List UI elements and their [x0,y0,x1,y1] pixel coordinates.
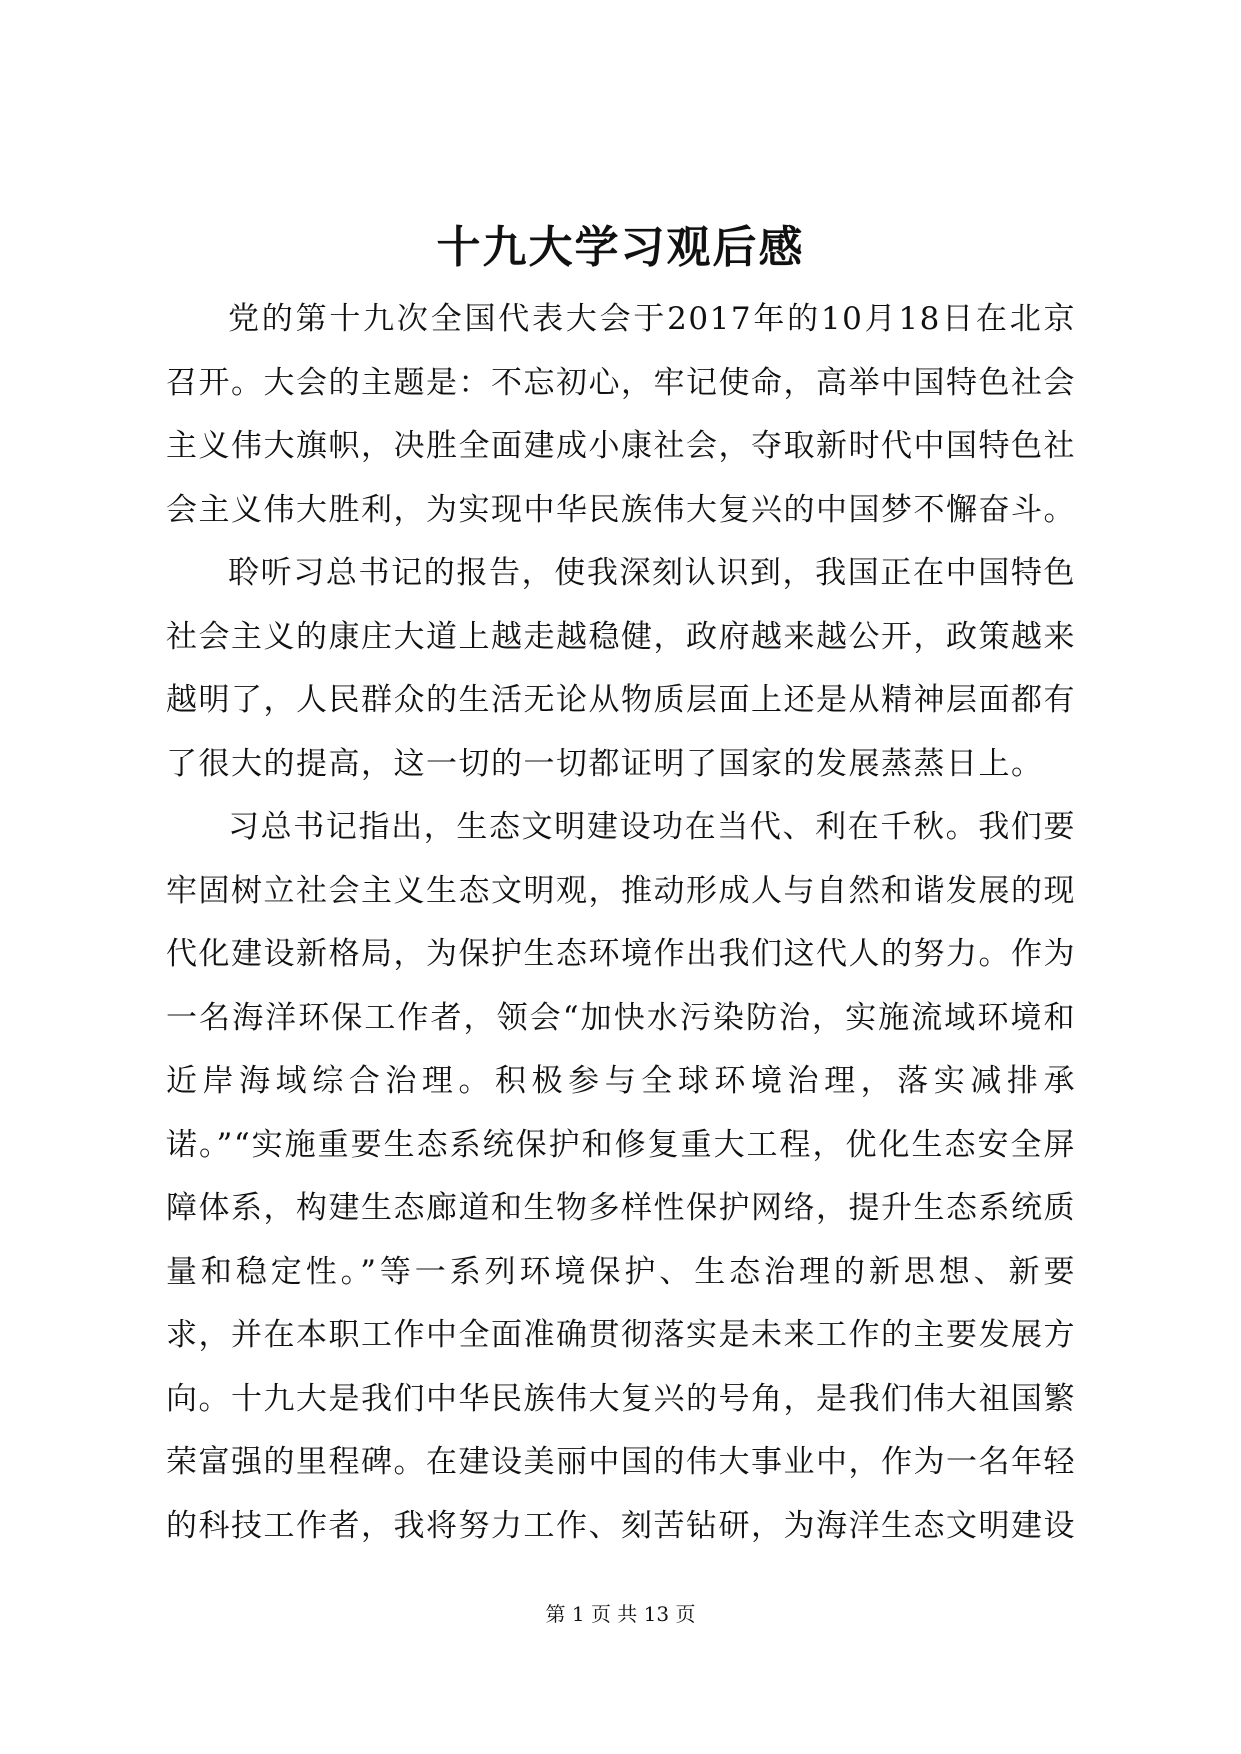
paragraph-2: 聆听习总书记的报告，使我深刻认识到，我国正在中国特色社会主义的康庄大道上越走越稳健，政府越来越公开，政策越来越明了，人民群众的生活无论从物质层面上还是从精神层面都有了很大的提高，这一切的一切都证明了国家的发展蒸蒸日上。 [166,555,1076,782]
page-footer: 第 1 页 共 13 页 [545,1602,696,1626]
paragraph-1: 党的第十九次全国代表大会于2017年的10月18日在北京召开。大会的主题是：不忘初心，牢记使命，高举中国特色社会主义伟大旗帜，决胜全面建成小康社会，夺取新时代中国特色社会主义伟大胜利，为实现中华民族伟大复兴的中国梦不懈奋斗。 [166,301,1076,528]
document-title: 十九大学习观后感 [436,222,805,273]
paragraph-3: 习总书记指出，生态文明建设功在当代、利在千秋。我们要牢固树立社会主义生态文明观，推动形成人与自然和谐发展的现代化建设新格局，为保护生态环境作出我们这代人的努力。作为一名海洋环保工作者，领会“加快水污染防治，实施流域环境和近岸海域综合治理。积极参与全球环境治理，落实减排承诺。”“实施重要生态系统保护和修复重大工程，优化生态安全屏障体系，构建生态廊道和生物多样性保护网络，提升生态系统质量和稳定性。”等一系列环境保护、生态治理的新思想、新要求，并在本职工作中全面准确贯彻落实是未来工作的主要发展方向。十九大是我们中华民族伟大复兴的号角，是我们伟大祖国繁荣富强的里程碑。在建设美丽中国的伟大事业中，作为一名年轻的科技工作者，我将努力工作、刻苦钻研，为海洋生态文明建设 [166,809,1076,1544]
document-body [166,288,1076,1558]
